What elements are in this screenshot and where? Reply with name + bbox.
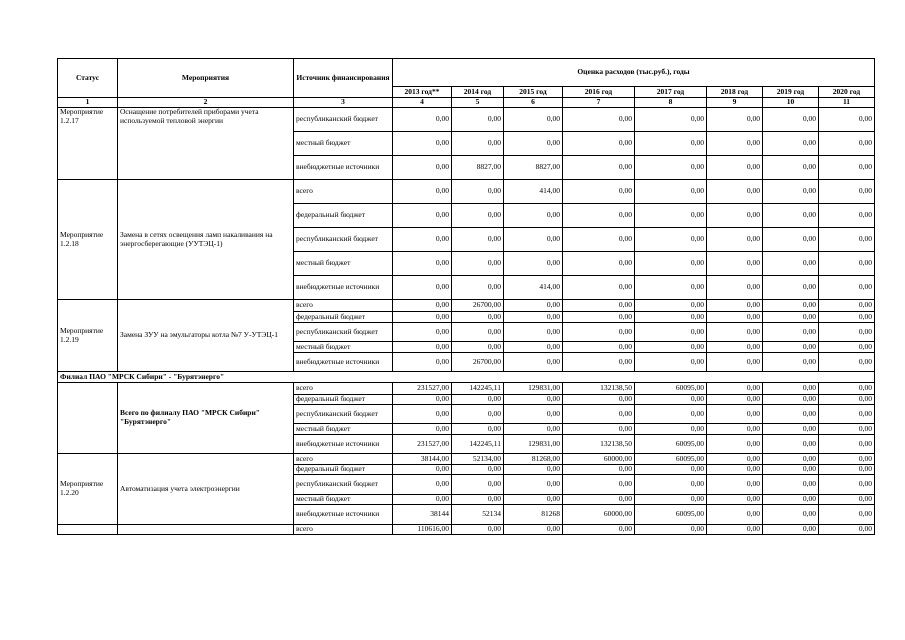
value-cell: 0,00 <box>707 353 763 372</box>
event-cell: Замена ЗУУ на эмульгаторы котла №7 У-УТЭЦ-1 <box>118 300 294 372</box>
value-cell: 60000,00 <box>563 505 635 525</box>
value-cell: 0,00 <box>707 383 763 395</box>
value-cell: 0,00 <box>563 405 635 424</box>
value-cell: 60000,00 <box>563 454 635 465</box>
header-row <box>58 59 875 87</box>
value-cell: 0,00 <box>504 424 563 435</box>
value-cell: 0,00 <box>452 525 504 535</box>
value-cell: 0,00 <box>452 323 504 342</box>
value-cell: 0,00 <box>707 475 763 495</box>
value-cell: 0,00 <box>393 353 452 372</box>
value-cell: 0,00 <box>707 312 763 323</box>
value-cell: 0,00 <box>563 180 635 204</box>
table-body <box>58 59 875 535</box>
value-cell: 0,00 <box>819 383 875 395</box>
value-cell: 0,00 <box>707 228 763 252</box>
value-cell: 0,00 <box>563 252 635 276</box>
value-cell: 0,00 <box>763 156 819 180</box>
value-cell: 0,00 <box>819 156 875 180</box>
value-cell: 0,00 <box>635 395 707 405</box>
value-cell: 0,00 <box>819 132 875 156</box>
value-cell: 0,00 <box>707 180 763 204</box>
year-header: 2020 год <box>819 87 875 98</box>
value-cell: 0,00 <box>819 424 875 435</box>
value-cell: 0,00 <box>393 323 452 342</box>
source-cell: республиканский бюджет <box>294 475 393 495</box>
source-header: Источник финансирования <box>294 59 393 98</box>
table-row <box>58 525 875 535</box>
value-cell: 0,00 <box>763 495 819 505</box>
value-cell: 0,00 <box>707 424 763 435</box>
value-cell: 142245,11 <box>452 435 504 454</box>
value-cell: 0,00 <box>452 342 504 353</box>
source-cell: всего <box>294 300 393 312</box>
value-cell: 0,00 <box>563 525 635 535</box>
value-cell: 0,00 <box>819 300 875 312</box>
value-cell: 0,00 <box>504 252 563 276</box>
column-index: 3 <box>294 98 393 108</box>
value-cell: 0,00 <box>504 228 563 252</box>
year-header: 2017 год <box>635 87 707 98</box>
value-cell: 0,00 <box>763 405 819 424</box>
value-cell: 0,00 <box>452 180 504 204</box>
value-cell: 0,00 <box>707 454 763 465</box>
event-cell: Автоматизация учета электроэнергии <box>118 454 294 525</box>
value-cell: 0,00 <box>707 465 763 475</box>
value-cell: 0,00 <box>452 252 504 276</box>
value-cell: 52134 <box>452 505 504 525</box>
value-cell: 0,00 <box>452 495 504 505</box>
value-cell: 0,00 <box>635 312 707 323</box>
year-header: 2013 год** <box>393 87 452 98</box>
value-cell: 0,00 <box>635 180 707 204</box>
value-cell: 0,00 <box>763 342 819 353</box>
value-cell: 0,00 <box>707 156 763 180</box>
table-row <box>58 108 875 132</box>
value-cell: 0,00 <box>393 252 452 276</box>
event-header: Мероприятия <box>118 59 294 98</box>
value-cell: 0,00 <box>763 276 819 300</box>
value-cell: 8827,00 <box>452 156 504 180</box>
value-cell: 0,00 <box>563 108 635 132</box>
value-cell: 0,00 <box>819 505 875 525</box>
value-cell: 0,00 <box>635 276 707 300</box>
value-cell: 0,00 <box>635 252 707 276</box>
value-cell: 0,00 <box>819 405 875 424</box>
value-cell: 414,00 <box>504 276 563 300</box>
column-index: 9 <box>707 98 763 108</box>
column-index: 6 <box>504 98 563 108</box>
value-cell: 0,00 <box>819 465 875 475</box>
value-cell: 0,00 <box>563 276 635 300</box>
source-cell: внебюджетные источники <box>294 435 393 454</box>
value-cell: 0,00 <box>563 323 635 342</box>
source-cell: всего <box>294 180 393 204</box>
value-cell: 0,00 <box>819 276 875 300</box>
status-header: Статус <box>58 59 118 98</box>
table-row <box>58 180 875 204</box>
value-cell: 0,00 <box>763 465 819 475</box>
value-cell: 0,00 <box>819 495 875 505</box>
value-cell: 0,00 <box>504 312 563 323</box>
value-cell: 0,00 <box>452 132 504 156</box>
value-cell: 142245,11 <box>452 383 504 395</box>
value-cell: 0,00 <box>763 424 819 435</box>
value-cell: 414,00 <box>504 180 563 204</box>
value-cell: 0,00 <box>763 323 819 342</box>
year-header: 2018 год <box>707 87 763 98</box>
value-cell: 26700,00 <box>452 300 504 312</box>
value-cell: 0,00 <box>819 353 875 372</box>
value-cell: 0,00 <box>635 132 707 156</box>
source-cell: внебюджетные источники <box>294 353 393 372</box>
value-cell: 0,00 <box>707 204 763 228</box>
value-cell: 0,00 <box>452 475 504 495</box>
value-cell: 0,00 <box>504 204 563 228</box>
source-cell: всего <box>294 454 393 465</box>
year-header: 2019 год <box>763 87 819 98</box>
value-cell: 0,00 <box>563 495 635 505</box>
value-cell: 0,00 <box>763 525 819 535</box>
section-row <box>58 372 875 383</box>
value-cell: 0,00 <box>504 300 563 312</box>
value-cell: 0,00 <box>504 525 563 535</box>
value-cell: 129831,00 <box>504 435 563 454</box>
column-index: 11 <box>819 98 875 108</box>
value-cell: 60095,00 <box>635 435 707 454</box>
value-cell: 0,00 <box>452 424 504 435</box>
year-header: 2016 год <box>563 87 635 98</box>
value-cell: 0,00 <box>819 312 875 323</box>
value-cell: 0,00 <box>504 342 563 353</box>
estimate-header: Оценка расходов (тыс.руб.), годы <box>393 59 875 87</box>
table-row <box>58 383 875 395</box>
value-cell: 132138,50 <box>563 435 635 454</box>
value-cell: 0,00 <box>819 228 875 252</box>
source-cell: республиканский бюджет <box>294 405 393 424</box>
value-cell: 0,00 <box>452 395 504 405</box>
value-cell: 0,00 <box>635 353 707 372</box>
value-cell: 0,00 <box>763 505 819 525</box>
value-cell: 0,00 <box>707 252 763 276</box>
value-cell: 38144,00 <box>393 454 452 465</box>
value-cell: 0,00 <box>707 395 763 405</box>
column-index: 5 <box>452 98 504 108</box>
value-cell: 0,00 <box>393 132 452 156</box>
value-cell: 0,00 <box>707 132 763 156</box>
value-cell: 0,00 <box>393 204 452 228</box>
value-cell: 0,00 <box>819 252 875 276</box>
value-cell: 0,00 <box>707 300 763 312</box>
value-cell: 0,00 <box>763 108 819 132</box>
value-cell: 0,00 <box>563 353 635 372</box>
event-cell: Оснащение потребителей приборами учета используемой тепловой энергии <box>118 108 294 180</box>
expense-table <box>57 58 875 535</box>
value-cell: 0,00 <box>563 465 635 475</box>
value-cell: 0,00 <box>763 228 819 252</box>
column-index: 8 <box>635 98 707 108</box>
value-cell: 0,00 <box>563 342 635 353</box>
value-cell: 0,00 <box>763 252 819 276</box>
value-cell: 0,00 <box>393 395 452 405</box>
value-cell: 0,00 <box>452 465 504 475</box>
value-cell: 0,00 <box>393 108 452 132</box>
value-cell: 0,00 <box>707 525 763 535</box>
value-cell: 0,00 <box>819 108 875 132</box>
status-cell: Мероприятие 1.2.17 <box>58 108 118 180</box>
value-cell: 0,00 <box>635 424 707 435</box>
value-cell: 0,00 <box>393 300 452 312</box>
value-cell: 0,00 <box>452 405 504 424</box>
value-cell: 0,00 <box>393 276 452 300</box>
value-cell: 0,00 <box>635 465 707 475</box>
value-cell: 0,00 <box>393 156 452 180</box>
value-cell: 0,00 <box>452 312 504 323</box>
value-cell: 0,00 <box>763 475 819 495</box>
value-cell: 0,00 <box>504 495 563 505</box>
source-cell: внебюджетные источники <box>294 276 393 300</box>
value-cell: 0,00 <box>635 342 707 353</box>
value-cell: 0,00 <box>635 405 707 424</box>
value-cell: 0,00 <box>635 475 707 495</box>
source-cell: всего <box>294 383 393 395</box>
value-cell: 0,00 <box>763 383 819 395</box>
status-cell: Мероприятие 1.2.18 <box>58 180 118 300</box>
value-cell: 0,00 <box>707 276 763 300</box>
value-cell: 0,00 <box>707 108 763 132</box>
source-cell: местный бюджет <box>294 495 393 505</box>
source-cell: республиканский бюджет <box>294 228 393 252</box>
value-cell: 0,00 <box>819 323 875 342</box>
event-cell: Замена в сетях освещения ламп накаливания на энергосберегающие (УУТЭЦ-1) <box>118 180 294 300</box>
value-cell: 60095,00 <box>635 505 707 525</box>
value-cell: 0,00 <box>763 395 819 405</box>
value-cell: 60095,00 <box>635 454 707 465</box>
column-index: 7 <box>563 98 635 108</box>
value-cell: 0,00 <box>393 312 452 323</box>
source-cell: всего <box>294 525 393 535</box>
value-cell: 0,00 <box>393 475 452 495</box>
source-cell: внебюджетные источники <box>294 505 393 525</box>
status-cell: Мероприятие 1.2.19 <box>58 300 118 372</box>
status-cell <box>58 383 118 454</box>
value-cell: 0,00 <box>819 180 875 204</box>
value-cell: 0,00 <box>504 405 563 424</box>
column-index: 2 <box>118 98 294 108</box>
value-cell: 0,00 <box>635 156 707 180</box>
value-cell: 0,00 <box>452 204 504 228</box>
value-cell: 129831,00 <box>504 383 563 395</box>
value-cell: 0,00 <box>763 454 819 465</box>
value-cell: 0,00 <box>452 276 504 300</box>
value-cell: 0,00 <box>819 342 875 353</box>
source-cell: федеральный бюджет <box>294 395 393 405</box>
value-cell: 0,00 <box>707 405 763 424</box>
value-cell: 0,00 <box>504 323 563 342</box>
value-cell: 0,00 <box>452 108 504 132</box>
value-cell: 81268 <box>504 505 563 525</box>
value-cell: 0,00 <box>563 395 635 405</box>
value-cell: 0,00 <box>393 424 452 435</box>
value-cell: 60095,00 <box>635 383 707 395</box>
value-cell: 0,00 <box>763 132 819 156</box>
value-cell: 0,00 <box>563 312 635 323</box>
value-cell: 0,00 <box>707 435 763 454</box>
value-cell: 0,00 <box>635 228 707 252</box>
value-cell: 0,00 <box>563 132 635 156</box>
value-cell: 52134,00 <box>452 454 504 465</box>
value-cell: 26700,00 <box>452 353 504 372</box>
value-cell: 8827,00 <box>504 156 563 180</box>
value-cell: 0,00 <box>763 300 819 312</box>
source-cell: местный бюджет <box>294 424 393 435</box>
value-cell: 0,00 <box>635 204 707 228</box>
value-cell: 0,00 <box>763 353 819 372</box>
value-cell: 132138,50 <box>563 383 635 395</box>
value-cell: 0,00 <box>393 495 452 505</box>
value-cell: 110616,00 <box>393 525 452 535</box>
value-cell: 231527,00 <box>393 435 452 454</box>
column-index: 10 <box>763 98 819 108</box>
value-cell: 0,00 <box>635 323 707 342</box>
event-cell <box>118 525 294 535</box>
column-index: 1 <box>58 98 118 108</box>
year-header: 2014 год <box>452 87 504 98</box>
value-cell: 0,00 <box>504 353 563 372</box>
source-cell: федеральный бюджет <box>294 312 393 323</box>
value-cell: 0,00 <box>635 300 707 312</box>
value-cell: 0,00 <box>635 495 707 505</box>
value-cell: 0,00 <box>504 132 563 156</box>
source-cell: местный бюджет <box>294 252 393 276</box>
value-cell: 0,00 <box>393 465 452 475</box>
value-cell: 0,00 <box>504 108 563 132</box>
value-cell: 0,00 <box>819 525 875 535</box>
value-cell: 0,00 <box>563 204 635 228</box>
value-cell: 0,00 <box>819 204 875 228</box>
value-cell: 0,00 <box>393 180 452 204</box>
source-cell: местный бюджет <box>294 342 393 353</box>
value-cell: 0,00 <box>763 435 819 454</box>
source-cell: внебюджетные источники <box>294 156 393 180</box>
status-cell: Мероприятие 1.2.20 <box>58 454 118 525</box>
value-cell: 0,00 <box>393 342 452 353</box>
value-cell: 81268,00 <box>504 454 563 465</box>
value-cell: 0,00 <box>819 395 875 405</box>
value-cell: 0,00 <box>504 465 563 475</box>
value-cell: 0,00 <box>819 475 875 495</box>
value-cell: 0,00 <box>635 525 707 535</box>
value-cell: 0,00 <box>635 108 707 132</box>
value-cell: 0,00 <box>707 323 763 342</box>
value-cell: 0,00 <box>452 228 504 252</box>
source-cell: республиканский бюджет <box>294 323 393 342</box>
table-row <box>58 300 875 312</box>
index-row <box>58 98 875 108</box>
value-cell: 0,00 <box>763 204 819 228</box>
value-cell: 231527,00 <box>393 383 452 395</box>
value-cell: 0,00 <box>563 156 635 180</box>
value-cell: 0,00 <box>707 505 763 525</box>
value-cell: 0,00 <box>707 495 763 505</box>
table-row <box>58 454 875 465</box>
value-cell: 0,00 <box>763 312 819 323</box>
value-cell: 38144 <box>393 505 452 525</box>
value-cell: 0,00 <box>819 435 875 454</box>
source-cell: федеральный бюджет <box>294 204 393 228</box>
value-cell: 0,00 <box>563 300 635 312</box>
value-cell: 0,00 <box>504 475 563 495</box>
value-cell: 0,00 <box>819 454 875 465</box>
year-header: 2015 год <box>504 87 563 98</box>
source-cell: федеральный бюджет <box>294 465 393 475</box>
source-cell: республиканский бюджет <box>294 108 393 132</box>
value-cell: 0,00 <box>763 180 819 204</box>
section-title: Филиал ПАО "МРСК Сибири" - "Бурятэнерго" <box>58 372 875 383</box>
value-cell: 0,00 <box>563 228 635 252</box>
value-cell: 0,00 <box>563 424 635 435</box>
column-index: 4 <box>393 98 452 108</box>
value-cell: 0,00 <box>393 405 452 424</box>
value-cell: 0,00 <box>707 342 763 353</box>
status-cell <box>58 525 118 535</box>
value-cell: 0,00 <box>393 228 452 252</box>
value-cell: 0,00 <box>563 475 635 495</box>
source-cell: местный бюджет <box>294 132 393 156</box>
value-cell: 0,00 <box>504 395 563 405</box>
event-cell: Всего по филиалу ПАО "МРСК Сибири" "Бурятэнерго" <box>118 383 294 454</box>
